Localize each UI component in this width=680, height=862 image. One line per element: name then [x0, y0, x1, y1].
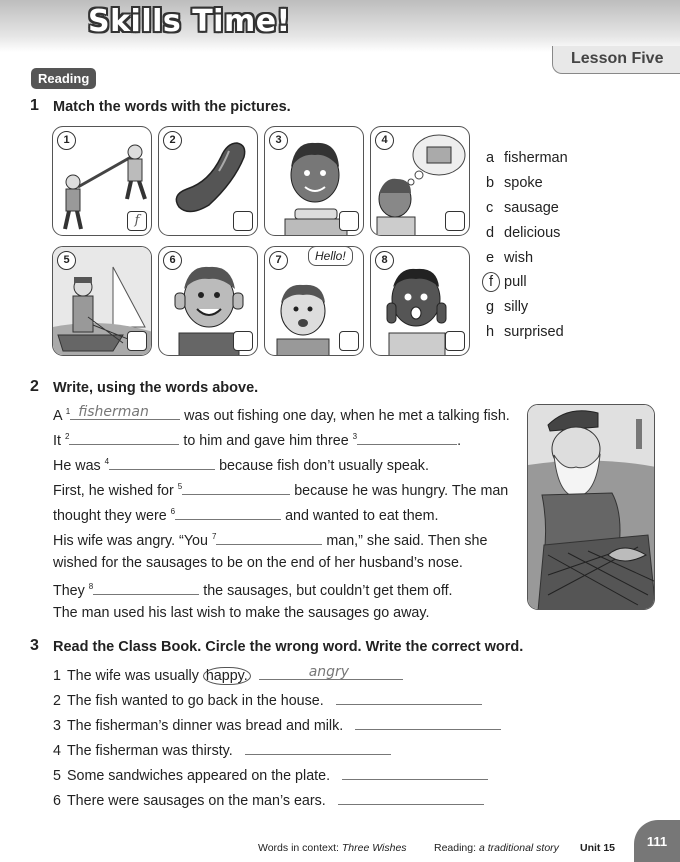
q3-item-3 [53, 715, 501, 734]
blank-number: 2 [64, 432, 70, 442]
blank-1[interactable] [70, 405, 180, 420]
q2-sentence-7: wished for the sausages to be on the end of her husband’s nose. [53, 555, 463, 571]
q2-sentence-1 [53, 405, 510, 424]
word-letter: b [486, 175, 495, 192]
footer-label: Reading: [434, 842, 477, 854]
item-text: The fisherman was thirsty. [66, 743, 233, 759]
answer-line[interactable] [355, 715, 501, 730]
q2-sentence-3 [53, 455, 429, 474]
picture-8-surprised [370, 246, 470, 356]
item-number: 6 [53, 793, 61, 809]
blank-8[interactable] [93, 580, 199, 595]
answer-box[interactable] [445, 211, 465, 231]
word-letter: a [486, 150, 495, 167]
circled-word[interactable]: happy. [203, 667, 251, 685]
picture-number: 4 [375, 131, 394, 150]
text: He was [53, 458, 101, 474]
answer-box[interactable] [445, 331, 465, 351]
lesson-tab: Lesson Five [552, 46, 680, 74]
picture-5-fisherman [52, 246, 152, 356]
item-number: 1 [53, 668, 61, 684]
picture-1-pull [52, 126, 152, 236]
q2-sentence-5 [53, 505, 438, 524]
fisherman-illustration-frame [527, 404, 655, 610]
blank-6[interactable] [175, 505, 281, 520]
picture-4-wish [370, 126, 470, 236]
answer-line[interactable] [245, 740, 391, 755]
answer-box[interactable] [233, 211, 253, 231]
fisherman-with-fish-illustration [528, 405, 655, 610]
text: They [53, 583, 85, 599]
blank-2[interactable] [69, 430, 179, 445]
blank-4[interactable] [109, 455, 215, 470]
word-text: wish [504, 249, 534, 266]
footer-value: a traditional story [478, 842, 559, 854]
picture-number: 1 [57, 131, 76, 150]
blank-number: 7 [211, 532, 217, 542]
q2-sentence-4 [53, 480, 508, 499]
q2-number: 2 [30, 378, 39, 395]
answer-box[interactable] [127, 331, 147, 351]
word-item [486, 196, 568, 221]
item-text: Some sandwiches appeared on the plate. [66, 768, 331, 784]
word-item [486, 146, 568, 171]
blank-number: 5 [177, 482, 183, 492]
q3-item-2 [53, 690, 482, 709]
q3-number: 3 [30, 637, 39, 654]
blank-5[interactable] [182, 480, 290, 495]
item-text: The fish wanted to go back in the house. [66, 693, 324, 709]
item-number: 2 [53, 693, 61, 709]
blank-number: 8 [88, 582, 94, 592]
picture-number: 6 [163, 251, 182, 270]
footer-words [258, 842, 407, 854]
picture-number: 5 [57, 251, 76, 270]
text: His wife was angry. “You [53, 533, 208, 549]
page-title: Skills Time! [88, 4, 291, 39]
picture-2-sausage [158, 126, 258, 236]
word-item [486, 295, 568, 320]
item-text: The fisherman’s dinner was bread and milk. [66, 718, 344, 734]
footer-reading [434, 842, 559, 854]
footer-label: Words in context: [258, 842, 339, 854]
word-item [486, 320, 568, 345]
answer-box[interactable] [233, 331, 253, 351]
word-text: surprised [504, 323, 564, 340]
answer-line[interactable] [259, 665, 403, 680]
text: man,” she said. Then she [326, 533, 488, 549]
word-letter: h [486, 323, 495, 340]
word-item [486, 220, 568, 245]
answer-line[interactable] [338, 790, 484, 805]
blank-number: 4 [104, 457, 110, 467]
q2-instruction: Write, using the words above. [53, 380, 259, 396]
answer-box[interactable] [339, 331, 359, 351]
word-text: sausage [504, 199, 559, 216]
word-list [486, 146, 568, 344]
item-text: The wife was usually [66, 668, 199, 684]
picture-6-silly [158, 246, 258, 356]
page-number: 111 [634, 820, 680, 862]
word-text: fisherman [504, 150, 568, 167]
word-text: pull [504, 274, 527, 291]
text: because fish don’t usually speak. [219, 458, 429, 474]
text: and wanted to eat them. [285, 508, 439, 524]
q3-instruction: Read the Class Book. Circle the wrong word. Write the correct word. [53, 639, 524, 655]
word-letter-circled: f [482, 272, 500, 292]
blank-number: 6 [170, 507, 176, 517]
q2-sentence-9: The man used his last wish to make the sausages go away. [53, 605, 430, 621]
item-text: There were sausages on the man’s ears. [66, 793, 326, 809]
word-letter: c [486, 199, 494, 216]
word-letter: e [486, 249, 495, 266]
text: thought they were [53, 508, 167, 524]
answer-box[interactable] [339, 211, 359, 231]
blank-number: 1 [65, 407, 71, 417]
text: because he was hungry. The man [294, 483, 509, 499]
footer-unit: Unit 15 [580, 842, 616, 854]
q3-item-6 [53, 790, 484, 809]
speech-bubble: Hello! [308, 246, 353, 266]
word-item [486, 270, 568, 295]
word-item [486, 245, 568, 270]
word-letter: d [486, 224, 495, 241]
text: the sausages, but couldn’t get them off. [203, 583, 453, 599]
footer-value: Three Wishes [341, 842, 407, 854]
blank-7[interactable] [216, 530, 322, 545]
answer-line[interactable] [336, 690, 482, 705]
picture-number: 8 [375, 251, 394, 270]
picture-number: 3 [269, 131, 288, 150]
item-number: 5 [53, 768, 61, 784]
picture-number: 2 [163, 131, 182, 150]
word-text: delicious [504, 224, 561, 241]
text: to him and gave him three [183, 433, 349, 449]
answer-fill: angry [308, 664, 350, 680]
word-letter: g [486, 299, 495, 316]
text: First, he wished for [53, 483, 174, 499]
answer-box[interactable]: f [127, 211, 147, 231]
section-badge: Reading [31, 68, 96, 89]
q2-sentence-6 [53, 530, 487, 549]
blank-number: 3 [352, 432, 358, 442]
blank-3[interactable] [357, 430, 457, 445]
text: It [53, 433, 61, 449]
word-item [486, 171, 568, 196]
text: . [457, 433, 462, 449]
answer-line[interactable] [342, 765, 488, 780]
word-text: silly [504, 299, 529, 316]
word-text: spoke [504, 175, 543, 192]
q2-sentence-8 [53, 580, 453, 599]
item-number: 3 [53, 718, 61, 734]
blank-fill: fisherman [78, 404, 149, 420]
picture-3-delicious [264, 126, 364, 236]
q1-instruction: Match the words with the pictures. [53, 99, 291, 115]
q1-number: 1 [30, 97, 39, 114]
q3-item-1 [53, 665, 403, 684]
q2-sentence-2 [53, 430, 461, 449]
item-number: 4 [53, 743, 61, 759]
q3-item-4 [53, 740, 391, 759]
text: was out fishing one day, when he met a talking fish. [184, 408, 510, 424]
picture-number: 7 [269, 251, 288, 270]
text: A [53, 408, 62, 424]
q3-item-5 [53, 765, 488, 784]
